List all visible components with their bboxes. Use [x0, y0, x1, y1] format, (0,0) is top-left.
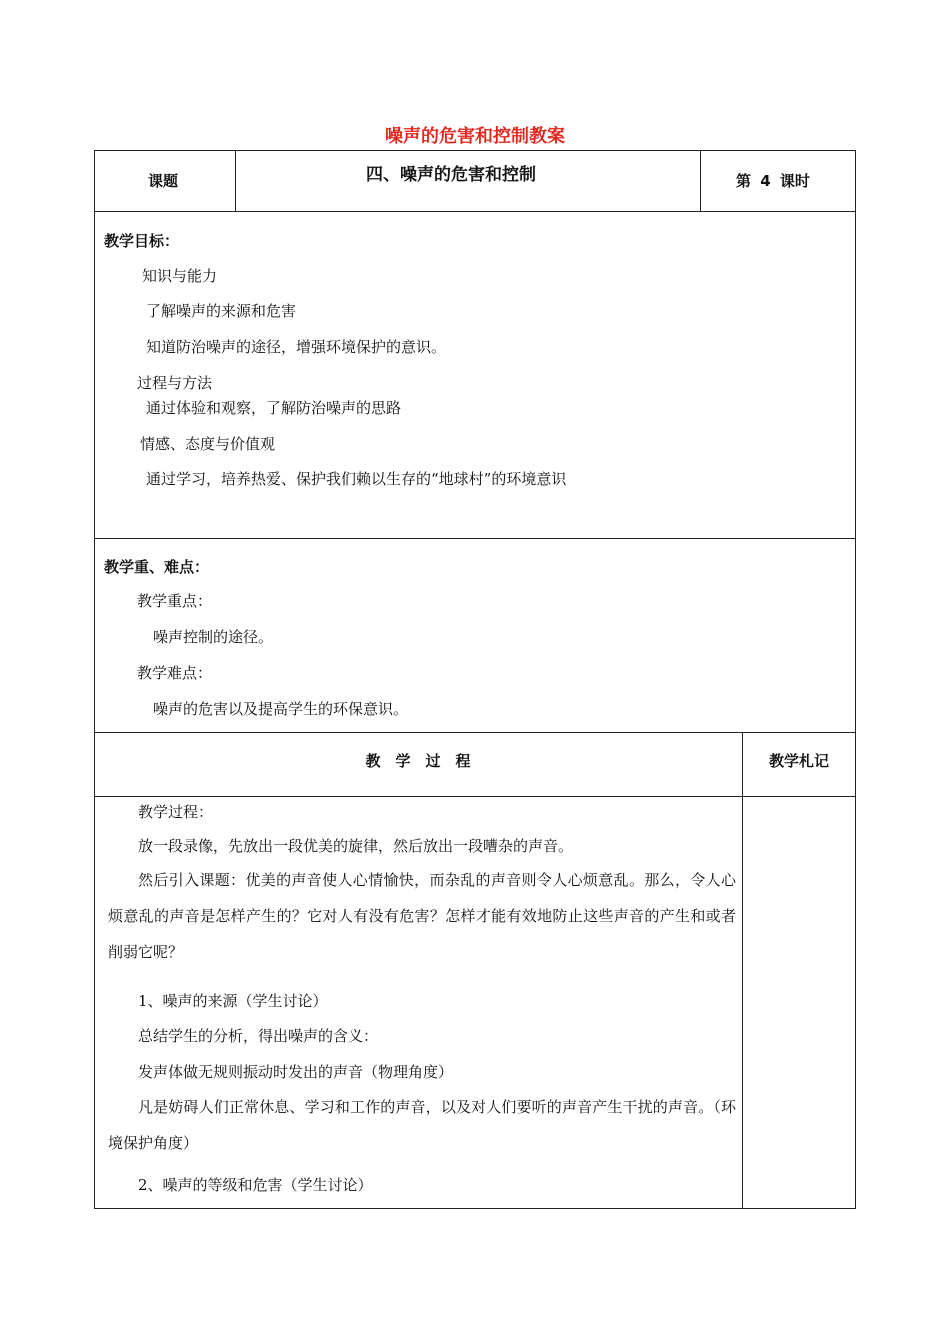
topic-label: 课题: [148, 172, 179, 190]
objective-line: 了解噪声的来源和危害: [146, 302, 297, 320]
process-line: 放一段录像，先放出一段优美的旋律，然后放出一段嘈杂的声音。: [138, 837, 574, 855]
key-points-heading: 教学重、难点：: [104, 558, 210, 576]
process-line: 教学过程：: [138, 803, 214, 821]
key-point-line: 噪声控制的途径。: [153, 628, 274, 646]
process-paragraph: 然后引入课题：优美的声音使人心情愉快，而杂乱的声音则令人心烦意乱。那么，令人心烦意乱的声音是怎样产生的？它对人有没有危害？怎样才能有效地防止这些声音的产生和或者削弱它呢？: [108, 871, 736, 961]
objective-line: 知识与能力: [142, 267, 218, 285]
table-row-divider: [94, 538, 856, 539]
process-line: 总结学生的分析，得出噪声的含义：: [138, 1027, 379, 1045]
topic-title: 四、噪声的危害和控制: [366, 165, 536, 185]
table-col-divider: [742, 732, 743, 1209]
objective-line: 通过体验和观察，了解防治噪声的思路: [146, 399, 402, 417]
process-paragraph: 凡是妨碍人们正常休息、学习和工作的声音，以及对人们要听的声音产生干扰的声音。（环境保护角度）: [108, 1098, 736, 1152]
objectives-heading: 教学目标：: [104, 232, 180, 250]
key-point-line: 教学难点：: [137, 664, 213, 682]
table-row-divider: [94, 211, 856, 212]
table-col-divider: [700, 150, 701, 211]
key-point-line: 教学重点：: [137, 592, 213, 610]
objective-line: 通过学习，培养热爱、保护我们赖以生存的“地球村”的环境意识: [146, 470, 567, 488]
objective-line: 知道防治噪声的途径，增强环境保护的意识。: [146, 338, 447, 356]
process-header-label: 教 学 过 程: [365, 752, 471, 770]
table-col-divider: [235, 150, 236, 211]
process-line: 1、噪声的来源（学生讨论）: [138, 992, 328, 1010]
objective-line: 情感、态度与价值观: [140, 435, 276, 453]
process-line: 2、噪声的等级和危害（学生讨论）: [138, 1176, 373, 1194]
objective-line: 过程与方法: [137, 374, 213, 392]
lesson-number: 第 4 课时: [736, 172, 810, 190]
document-title: 噪声的危害和控制教案: [385, 126, 565, 147]
key-point-line: 噪声的危害以及提高学生的环保意识。: [153, 700, 409, 718]
process-line: 发声体做无规则振动时发出的声音（物理角度）: [138, 1063, 454, 1081]
notes-header-label: 教学札记: [768, 752, 829, 770]
